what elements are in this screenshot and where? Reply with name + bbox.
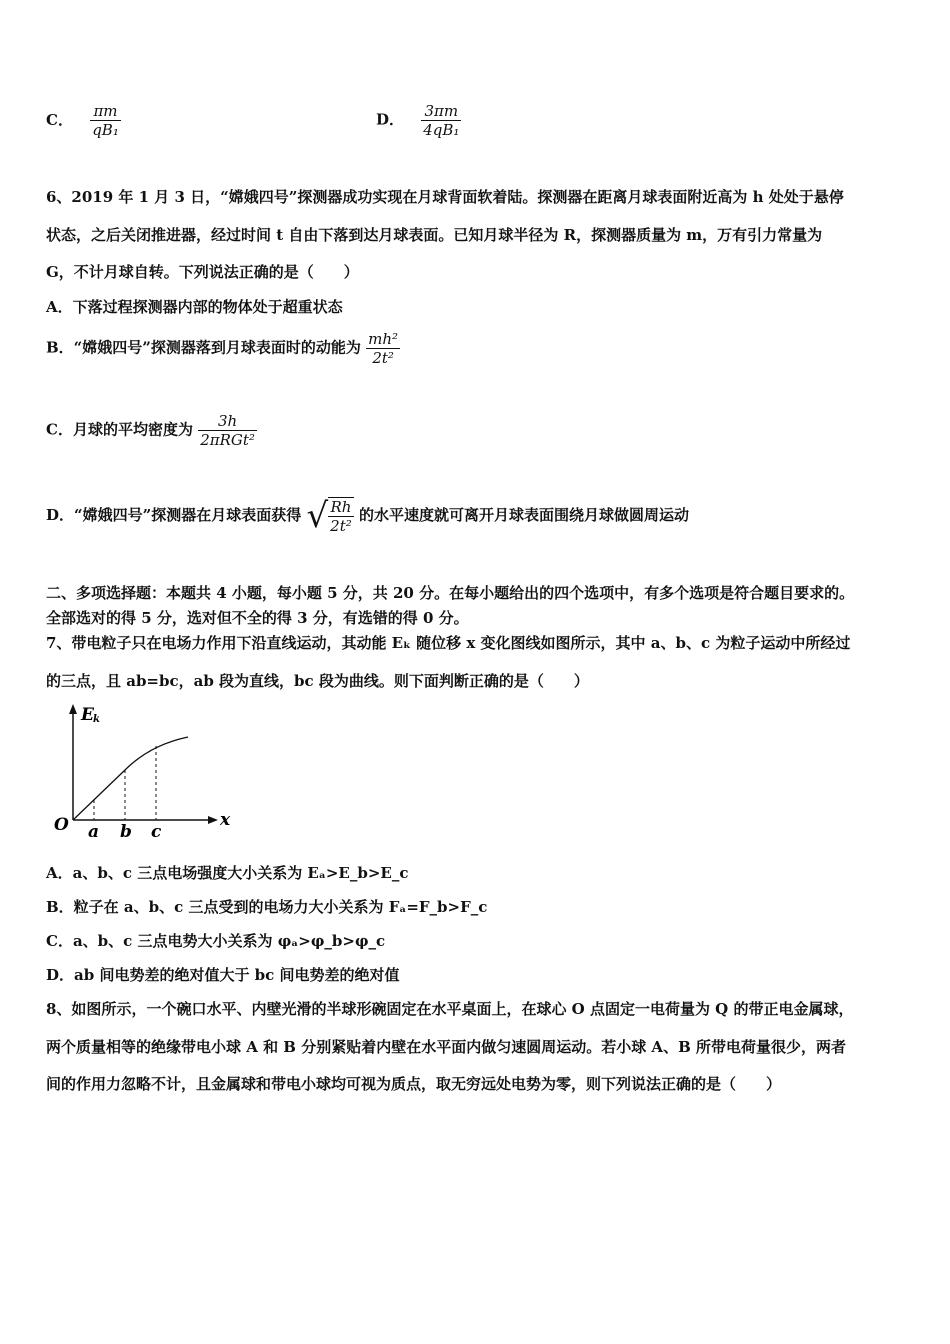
q5-option-c — [46, 102, 121, 139]
q6-option-d-radicand-denominator: 2t² — [330, 517, 352, 535]
graph-ylabel: E — [81, 705, 94, 725]
graph-point-b: b — [120, 822, 132, 842]
q6-option-c-numerator: 3h — [198, 412, 257, 431]
q6-option-d-text-before: D．“嫦娥四号”探测器在月球表面获得 — [46, 506, 302, 524]
q5-option-d-label: D． — [376, 110, 405, 129]
q7-option-d: D．ab 间电势差的绝对值大于 bc 间电势差的绝对值 — [46, 966, 400, 984]
x-axis-arrow-icon — [208, 816, 218, 824]
q6-option-d-text-after: 的水平速度就可离开月球表面围绕月球做圆周运动 — [359, 506, 690, 524]
q7-stem-line2: 的三点，且 ab=bc，ab 段为直线，bc 段为曲线。则下面判断正确的是（ ） — [46, 672, 589, 690]
graph-origin: O — [54, 815, 69, 835]
q6-option-c — [46, 412, 257, 449]
y-axis-arrow-icon — [69, 704, 77, 714]
q6-option-b-text: B．“嫦娥四号”探测器落到月球表面时的动能为 — [46, 338, 361, 357]
q8-stem-line3: 间的作用力忽略不计，且金属球和带电小球均可视为质点，取无穷远处电势为零，则下列说法正确的是（ ） — [46, 1075, 782, 1093]
graph-point-a: a — [88, 822, 100, 842]
q7-stem-line1: 7、带电粒子只在电场力作用下沿直线运动，其动能 Eₖ 随位移 x 变化图线如图所示，其中 a、b、c 为粒子运动中所经过 — [46, 634, 851, 652]
graph-xlabel: x — [220, 810, 231, 830]
q7-option-b: B．粒子在 a、b、c 三点受到的电场力大小关系为 Fₐ=F_b>F_c — [46, 898, 488, 916]
graph-ylabel-sub: k — [93, 714, 100, 725]
q5-option-d-numerator: 3πm — [421, 102, 461, 121]
q6-option-c-text: C．月球的平均密度为 — [46, 420, 193, 439]
q6-stem-line1: 6、2019 年 1 月 3 日，“嫦娥四号”探测器成功实现在月球背面软着陆。探测器在距离月球表面附近高为 h 处处于悬停 — [46, 188, 844, 206]
q6-option-b — [46, 330, 400, 367]
q8-stem-line2: 两个质量相等的绝缘带电小球 A 和 B 分别紧贴着内壁在水平面内做匀速圆周运动。若小球 A、B 所带电荷量很少，两者 — [46, 1038, 846, 1056]
ek-curve — [73, 737, 188, 820]
q5-option-c-denominator: qB₁ — [92, 121, 119, 139]
sqrt-radical-icon: √ — [306, 496, 329, 536]
q5-option-c-label: C． — [46, 110, 73, 129]
q5-option-d — [376, 102, 461, 139]
q6-option-c-fraction — [198, 412, 257, 449]
section2-instructions-line1: 二、多项选择题：本题共 4 小题，每小题 5 分，共 20 分。在每小题给出的四个选项中，有多个选项是符合题目要求的。 — [46, 584, 855, 602]
q6-option-a: A．下落过程探测器内部的物体处于超重状态 — [46, 298, 343, 316]
q5-option-d-denominator: 4qB₁ — [423, 121, 460, 139]
q7-ek-x-graph — [50, 700, 240, 845]
q5-option-d-fraction — [421, 102, 461, 139]
q6-option-b-denominator: 2t² — [372, 349, 394, 367]
graph-point-c: c — [151, 822, 162, 842]
q6-option-d — [46, 496, 689, 536]
q6-option-c-denominator: 2πRGt² — [200, 431, 255, 449]
q6-option-d-sqrt — [307, 496, 354, 536]
q6-stem-line2: 状态，之后关闭推进器，经过时间 t 自由下落到达月球表面。已知月球半径为 R，探测器质量为 m，万有引力常量为 — [46, 226, 823, 244]
q7-option-c: C．a、b、c 三点电势大小关系为 φₐ>φ_b>φ_c — [46, 932, 386, 950]
q6-option-b-numerator: mh² — [368, 330, 399, 348]
q5-option-c-fraction — [90, 102, 121, 139]
section2-instructions-line2: 全部选对的得 5 分，选对但不全的得 3 分，有选错的得 0 分。 — [46, 609, 469, 627]
q8-stem-line1: 8、如图所示，一个碗口水平、内壁光滑的半球形碗固定在水平桌面上，在球心 O 点固定一电荷量为 Q 的带正电金属球， — [46, 1000, 854, 1018]
q5-option-c-numerator: πm — [90, 102, 121, 121]
q6-stem-line3: G，不计月球自转。下列说法正确的是（ ） — [46, 263, 359, 281]
q7-option-a: A．a、b、c 三点电场强度大小关系为 Eₐ>E_b>E_c — [46, 864, 409, 882]
q6-option-b-fraction — [366, 330, 400, 367]
q6-option-d-radicand-numerator: Rh — [328, 498, 354, 517]
